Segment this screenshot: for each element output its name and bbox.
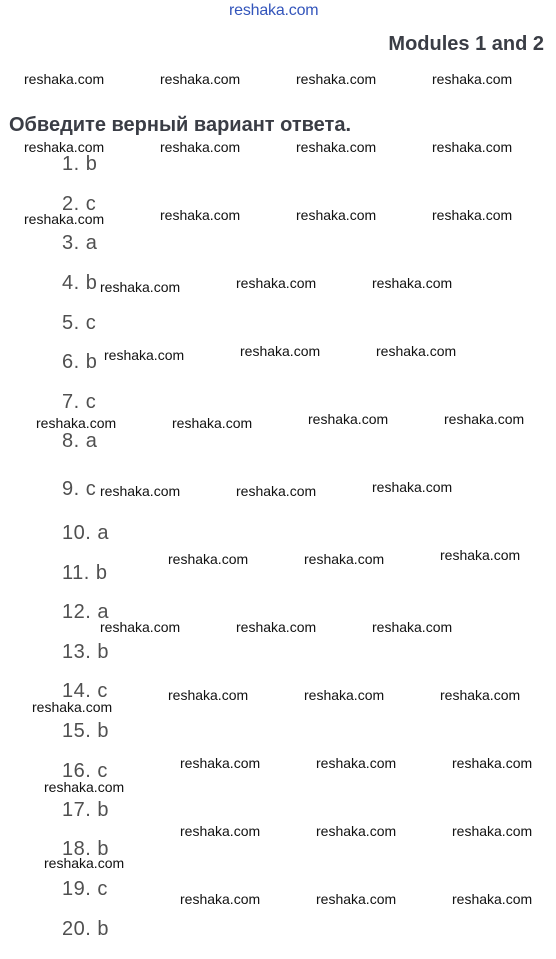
watermark: reshaka.com bbox=[160, 207, 241, 223]
watermark: reshaka.com bbox=[316, 755, 397, 771]
answer-number: 5. bbox=[62, 312, 80, 334]
watermark: reshaka.com bbox=[372, 275, 453, 291]
answer-number: 19. bbox=[62, 878, 92, 900]
answer-number: 15. bbox=[62, 720, 92, 742]
watermark: reshaka.com bbox=[308, 411, 389, 427]
answer-item bbox=[62, 193, 96, 216]
answer-item bbox=[62, 838, 109, 861]
instruction-heading: Обведите верный вариант ответа. bbox=[9, 114, 352, 136]
answer-number: 13. bbox=[62, 641, 92, 663]
watermark: reshaka.com bbox=[180, 755, 261, 771]
watermark: reshaka.com bbox=[316, 823, 397, 839]
answer-number: 4. bbox=[62, 272, 80, 294]
watermark: reshaka.com bbox=[100, 619, 181, 635]
answer-item bbox=[62, 272, 97, 295]
answer-letter: b bbox=[85, 272, 98, 294]
watermark: reshaka.com bbox=[236, 483, 317, 499]
watermark: reshaka.com bbox=[432, 207, 513, 223]
watermark: reshaka.com bbox=[432, 71, 513, 87]
watermark: reshaka.com bbox=[296, 139, 377, 155]
watermark: reshaka.com bbox=[376, 343, 457, 359]
watermark: reshaka.com bbox=[32, 699, 113, 715]
answer-item bbox=[62, 391, 96, 414]
watermark: reshaka.com bbox=[44, 855, 125, 871]
watermark: reshaka.com bbox=[452, 823, 533, 839]
watermark: reshaka.com bbox=[172, 415, 253, 431]
answer-item bbox=[62, 478, 96, 501]
answer-number: 12. bbox=[62, 601, 92, 623]
site-link[interactable]: reshaka.com bbox=[229, 2, 319, 19]
watermark: reshaka.com bbox=[304, 551, 385, 567]
answer-letter: c bbox=[85, 478, 97, 500]
watermark: reshaka.com bbox=[44, 779, 125, 795]
watermark: reshaka.com bbox=[160, 139, 241, 155]
answer-letter: b bbox=[97, 918, 109, 940]
watermark: reshaka.com bbox=[304, 687, 385, 703]
answer-item bbox=[62, 232, 97, 255]
answer-number: 9. bbox=[62, 478, 80, 500]
answer-letter: b bbox=[97, 799, 109, 821]
answer-item bbox=[62, 153, 97, 176]
watermark: reshaka.com bbox=[168, 551, 249, 567]
watermark: reshaka.com bbox=[444, 411, 525, 427]
answer-item bbox=[62, 720, 109, 743]
answer-letter: c bbox=[85, 391, 97, 413]
answer-letter: c bbox=[97, 680, 108, 702]
answer-letter: b bbox=[85, 351, 98, 373]
watermark: reshaka.com bbox=[180, 891, 261, 907]
watermark: reshaka.com bbox=[100, 483, 181, 499]
answer-letter: b bbox=[97, 641, 109, 663]
watermark: reshaka.com bbox=[316, 891, 397, 907]
watermark: reshaka.com bbox=[236, 275, 317, 291]
answer-number: 6. bbox=[62, 351, 80, 373]
answer-letter: b bbox=[97, 838, 109, 860]
watermark: reshaka.com bbox=[36, 415, 117, 431]
answer-letter: c bbox=[85, 312, 97, 334]
watermark: reshaka.com bbox=[240, 343, 321, 359]
answer-item bbox=[62, 601, 109, 624]
answer-number: 16. bbox=[62, 760, 92, 782]
answer-letter: b bbox=[97, 720, 109, 742]
answer-item bbox=[62, 799, 109, 822]
answer-item bbox=[62, 641, 109, 664]
watermark: reshaka.com bbox=[24, 71, 105, 87]
answer-number: 8. bbox=[62, 430, 80, 452]
watermark: reshaka.com bbox=[160, 71, 241, 87]
watermark: reshaka.com bbox=[24, 211, 105, 227]
answer-number: 7. bbox=[62, 391, 80, 413]
watermark: reshaka.com bbox=[440, 547, 521, 563]
watermark: reshaka.com bbox=[180, 823, 261, 839]
watermark: reshaka.com bbox=[372, 479, 453, 495]
answer-item bbox=[62, 522, 109, 545]
answer-number: 14. bbox=[62, 680, 92, 702]
answer-letter: a bbox=[85, 430, 98, 452]
watermark: reshaka.com bbox=[104, 347, 185, 363]
answer-number: 3. bbox=[62, 232, 80, 254]
answer-number: 17. bbox=[62, 799, 92, 821]
answer-letter: a bbox=[97, 522, 109, 544]
watermark: reshaka.com bbox=[440, 687, 521, 703]
answer-item bbox=[62, 680, 108, 703]
watermark: reshaka.com bbox=[24, 139, 105, 155]
watermark: reshaka.com bbox=[432, 139, 513, 155]
watermark: reshaka.com bbox=[236, 619, 317, 635]
watermark: reshaka.com bbox=[452, 891, 533, 907]
answer-number: 2. bbox=[62, 193, 80, 215]
answer-item bbox=[62, 918, 109, 941]
answer-letter: c bbox=[97, 878, 108, 900]
watermark: reshaka.com bbox=[100, 279, 181, 295]
answer-item bbox=[62, 878, 108, 901]
answer-number: 11. bbox=[62, 562, 90, 584]
watermark: reshaka.com bbox=[168, 687, 249, 703]
answer-item bbox=[62, 312, 96, 335]
modules-title: Modules 1 and 2 bbox=[388, 33, 544, 55]
answer-number: 18. bbox=[62, 838, 92, 860]
answer-number: 1. bbox=[62, 153, 80, 175]
answer-letter: c bbox=[85, 193, 97, 215]
answer-letter: c bbox=[97, 760, 108, 782]
answer-number: 20. bbox=[62, 918, 92, 940]
watermark: reshaka.com bbox=[296, 71, 377, 87]
answer-letter: b bbox=[85, 153, 98, 175]
answer-item bbox=[62, 760, 108, 783]
answer-letter: b bbox=[95, 562, 108, 584]
answer-item bbox=[62, 430, 97, 453]
watermark: reshaka.com bbox=[296, 207, 377, 223]
answer-item bbox=[62, 351, 97, 374]
watermark: reshaka.com bbox=[452, 755, 533, 771]
answer-number: 10. bbox=[62, 522, 92, 544]
watermark: reshaka.com bbox=[372, 619, 453, 635]
answer-item bbox=[62, 562, 108, 585]
answer-letter: a bbox=[97, 601, 109, 623]
answer-letter: a bbox=[85, 232, 98, 254]
